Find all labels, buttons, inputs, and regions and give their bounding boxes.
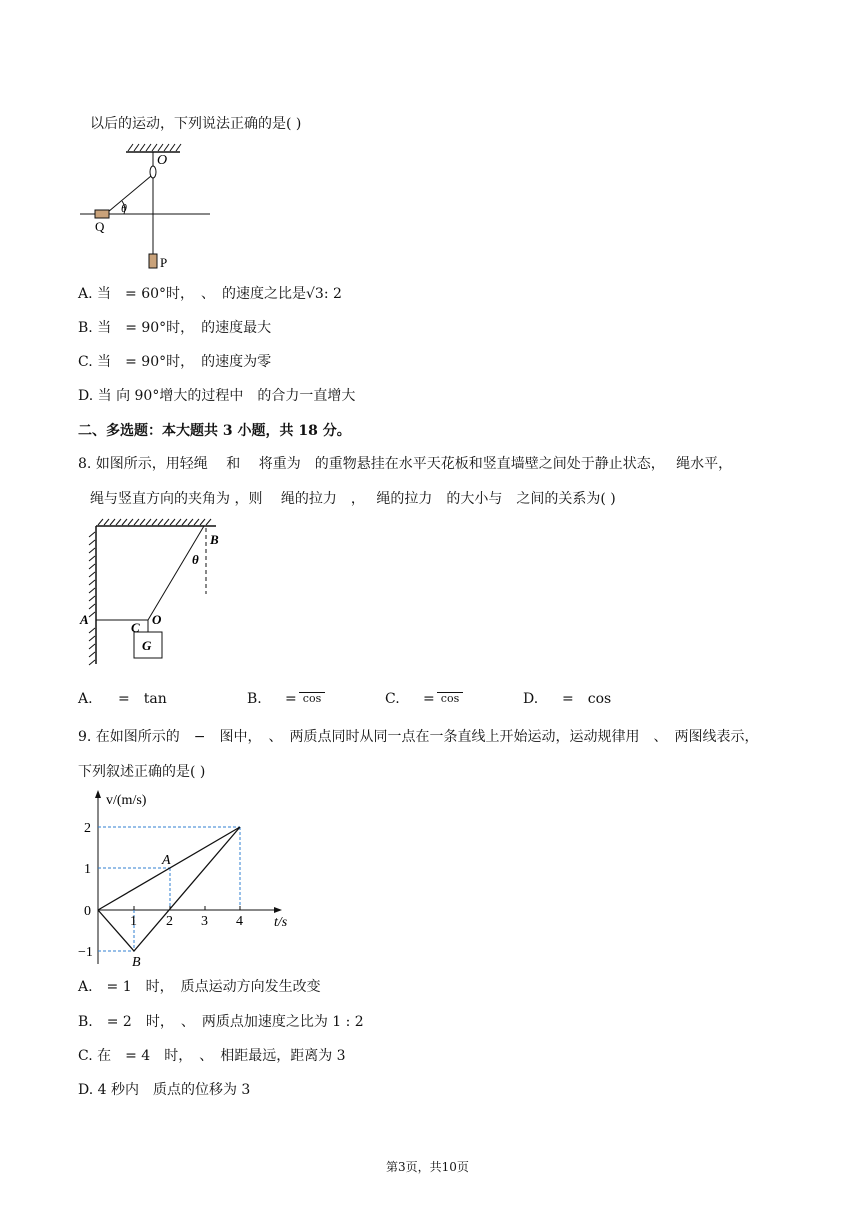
q7-option-d: D. 当 向 90°增大的过程中 的合力一直增大 xyxy=(78,388,356,404)
q8-option-c-den: cos xyxy=(440,692,460,705)
q8-option-a-letter: A. xyxy=(78,691,93,707)
q9-y-tick-2: 2 xyxy=(84,821,91,836)
q9-x-tick-3: 3 xyxy=(201,914,208,929)
q7-label-o: O xyxy=(157,153,168,168)
q8-option-b-eq: = xyxy=(285,691,297,707)
section-heading: 二、多选题：本大题共 3 小题，共 18 分。 xyxy=(78,423,351,439)
q8-option-c-eq: = xyxy=(423,691,435,707)
q9-y-tick-0: 0 xyxy=(84,904,91,919)
q8-line2: 绳与竖直方向的夹角为 ，则 绳的拉力 ， 绳的拉力 的大小与 之间的关系为( ) xyxy=(90,491,616,507)
q7-label-p: P xyxy=(160,255,168,270)
q8-figure xyxy=(76,518,226,668)
page-footer: 第3页，共10页 xyxy=(386,1160,469,1174)
q9-line-b xyxy=(98,827,240,951)
q8-option-c-frac xyxy=(437,684,463,705)
q9-option-d: D. 4 秒内 质点的位移为 3 xyxy=(78,1082,251,1098)
q9-point-a: A xyxy=(162,853,171,868)
q7-figure xyxy=(78,142,218,272)
q9-x-tick-4: 4 xyxy=(236,914,243,929)
q8-option-b-letter: B. xyxy=(247,691,262,707)
q8-label-b: B xyxy=(210,532,219,547)
q7-label-q: Q xyxy=(95,219,105,234)
q9-line1: 9. 在如图所示的 − 图中， 、 两质点同时从同一点在一条直线上开始运动，运动规律用 、 两图线表示， xyxy=(78,729,759,745)
q8-option-a-text: = tan xyxy=(118,691,167,707)
q8-label-g: G xyxy=(142,638,152,653)
q9-x-label: t/s xyxy=(274,915,288,930)
q8-option-b-den: cos xyxy=(302,692,322,705)
q8-option-d-text: = cos xyxy=(562,691,612,707)
q9-line2: 下列叙述正确的是( ) xyxy=(78,764,206,780)
q9-point-b: B xyxy=(132,955,141,970)
q8-label-o: O xyxy=(152,612,162,627)
q8-option-d-letter: D. xyxy=(523,691,539,707)
q9-option-b: B. = 2 时， 、 两质点加速度之比为 1 : 2 xyxy=(78,1014,364,1030)
q9-option-c: C. 在 = 4 时， 、 相距最远，距离为 3 xyxy=(78,1048,346,1064)
q8-option-c-letter: C. xyxy=(385,691,400,707)
q8-label-a: A xyxy=(80,612,89,627)
q8-option-b-frac xyxy=(299,684,325,705)
q8-label-theta: θ xyxy=(192,552,199,567)
q8-line1: 8. 如图所示，用轻绳 和 将重为 的重物悬挂在水平天花板和竖直墙壁之间处于静止状态， 绳水平， xyxy=(78,456,733,472)
q9-y-label: v/(m/s) xyxy=(106,793,147,808)
q7-option-b: B. 当 = 90°时， 的速度最大 xyxy=(78,320,272,336)
q8-label-c: C xyxy=(131,620,140,635)
q7-intro: 以后的运动，下列说法正确的是( ) xyxy=(90,116,302,132)
q9-vt-graph xyxy=(76,788,296,970)
q9-x-tick-2: 2 xyxy=(166,914,173,929)
q9-y-tick-neg1: −1 xyxy=(78,945,93,960)
q9-option-a: A. = 1 时， 质点运动方向发生改变 xyxy=(78,979,321,995)
q9-x-tick-1: 1 xyxy=(130,914,137,929)
q9-y-tick-1: 1 xyxy=(84,862,91,877)
q7-option-a: A. 当 = 60°时， 、 的速度之比是√3: 2 xyxy=(78,286,342,302)
q7-option-c: C. 当 = 90°时， 的速度为零 xyxy=(78,354,272,370)
q7-label-theta: θ xyxy=(121,201,127,215)
